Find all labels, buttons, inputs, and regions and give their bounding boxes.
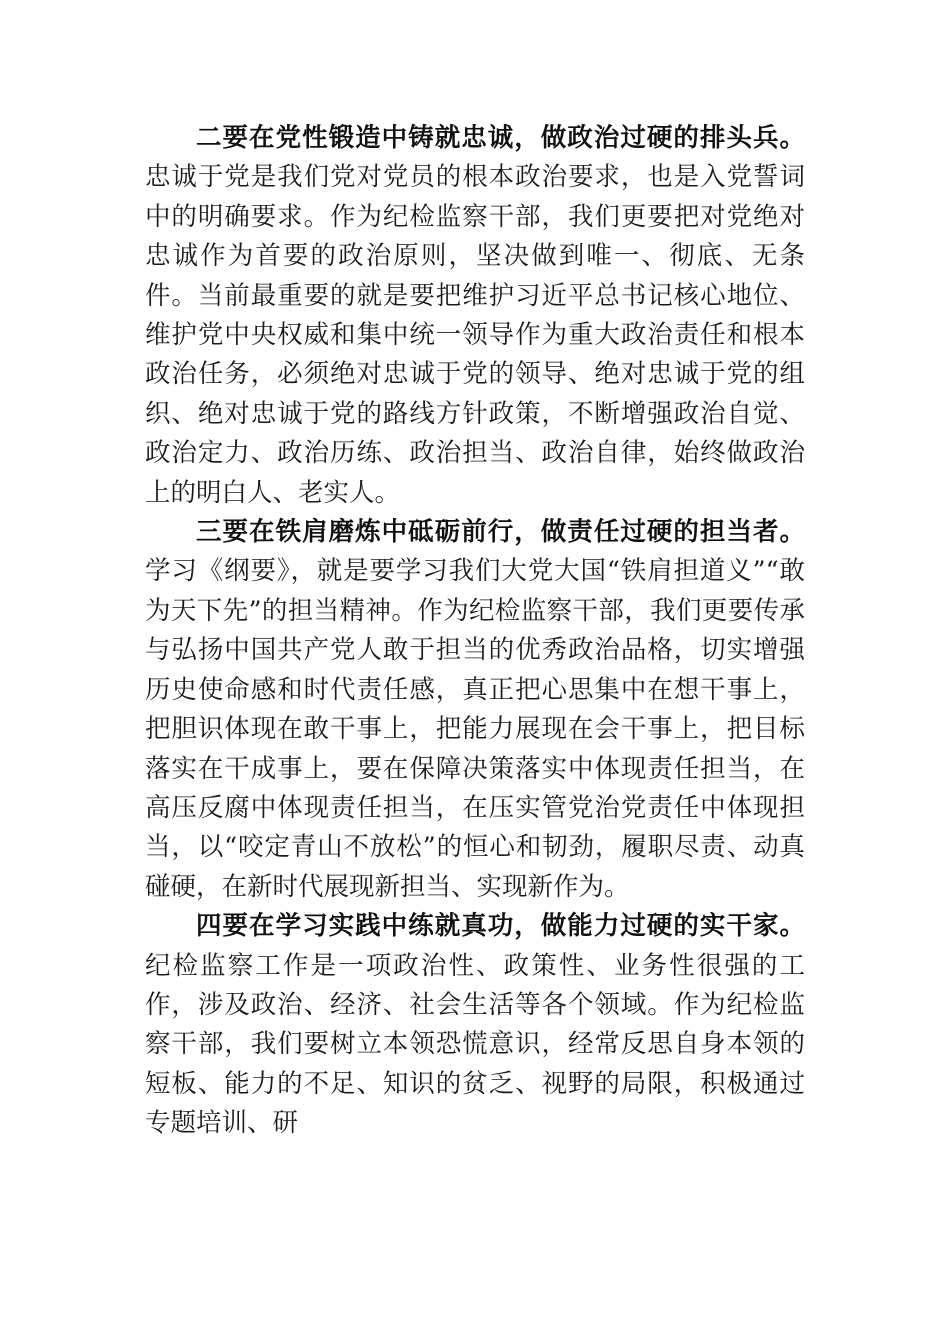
- paragraph-text: 学习《纲要》，就是要学习我们大党大国“铁肩担道义”“敢为天下先”的担当精神。作为纪检监察干部，我们更要传承与弘扬中国共产党人敢于担当的优秀政治品格，切实增强历史使命感和时代责任感，真正把心思集中在想干事上，把胆识体现在敢干事上，把能力展现在会干事上，把目标落实在干成事上，要在保障决策落实中体现责任担当，在高压反腐中体现责任担当，在压实管党治党责任中体现担当，以“咬定青山不放松”的恒心和韧劲，履职尽责、动真碰硬，在新时代展现新担当、实现新作为。: [145, 556, 805, 902]
- paragraph-loyalty: [145, 119, 805, 513]
- paragraph-heading: 三要在铁肩磨炼中砥砺前行，做责任过硬的担当者。: [196, 517, 805, 548]
- paragraph-responsibility: [145, 513, 805, 907]
- paragraph-heading: 四要在学习实践中练就真功，做能力过硬的实干家。: [196, 911, 805, 942]
- paragraph-text: 纪检监察工作是一项政治性、政策性、业务性很强的工作，涉及政治、经济、社会生活等各个领域。作为纪检监察干部，我们要树立本领恐慌意识，经常反思自身本领的短板、能力的不足、知识的贫乏、视野的局限，积极通过专题培训、研: [145, 950, 805, 1139]
- paragraph-text: 忠诚于党是我们党对党员的根本政治要求，也是入党誓词中的明确要求。作为纪检监察干部，我们更要把对党绝对忠诚作为首要的政治原则，坚决做到唯一、彻底、无条件。当前最重要的就是要把维护习近平总书记核心地位、维护党中央权威和集中统一领导作为重大政治责任和根本政治任务，必须绝对忠诚于党的领导、绝对忠诚于党的组织、绝对忠诚于党的路线方针政策，不断增强政治自觉、政治定力、政治历练、政治担当、政治自律，始终做政治上的明白人、老实人。: [145, 162, 805, 508]
- document-body: [145, 119, 805, 1144]
- paragraph-capability: [145, 907, 805, 1143]
- paragraph-heading: 二要在党性锻造中铸就忠诚，做政治过硬的排头兵。: [196, 123, 805, 153]
